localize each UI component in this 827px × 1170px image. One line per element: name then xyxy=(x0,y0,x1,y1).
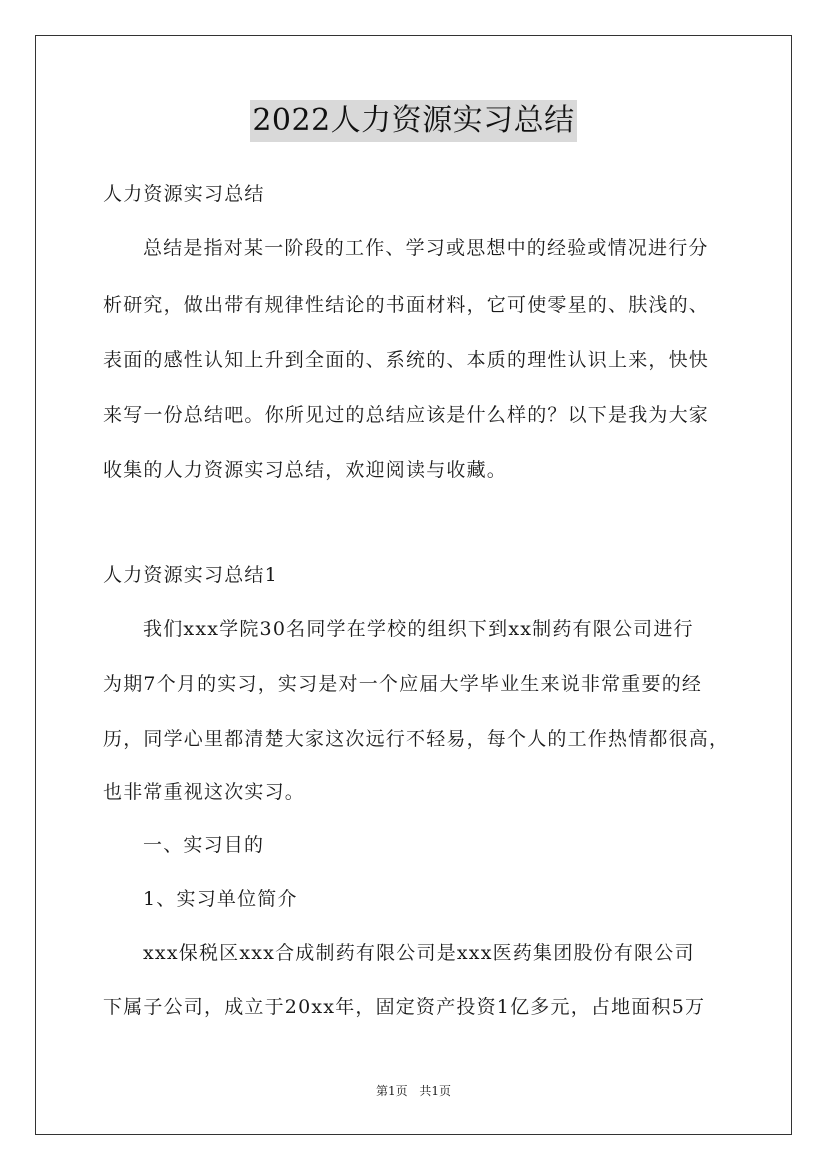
page-number-total: 共1页 xyxy=(419,1084,452,1098)
paragraph-line: 我们xxx学院30名同学在学校的组织下到xx制药有限公司进行 xyxy=(143,618,694,640)
paragraph-line: 下属子公司，成立于20xx年，固定资产投资1亿多元，占地面积5万 xyxy=(103,996,706,1018)
document-title: 2022人力资源实习总结 xyxy=(250,100,576,142)
title-container xyxy=(0,100,827,142)
paragraph-line: 来写一份总结吧。你所见过的总结应该是什么样的？以下是我为大家 xyxy=(103,404,710,426)
paragraph-line: 析研究，做出带有规律性结论的书面材料，它可使零星的、肤浅的、 xyxy=(103,294,710,316)
section-heading: 人力资源实习总结1 xyxy=(103,564,278,586)
paragraph-line: 收集的人力资源实习总结，欢迎阅读与收藏。 xyxy=(103,459,508,481)
page-number-current: 第1页 xyxy=(375,1084,408,1098)
paragraph-line: 历，同学心里都清楚大家这次远行不轻易，每个人的工作热情都很高， xyxy=(103,728,730,750)
page-footer xyxy=(0,1083,827,1099)
paragraph-line: 总结是指对某一阶段的工作、学习或思想中的经验或情况进行分 xyxy=(143,237,709,259)
subheading-line: 1、实习单位简介 xyxy=(143,888,298,910)
paragraph-line: 为期7个月的实习，实习是对一个应届大学毕业生来说非常重要的经 xyxy=(103,673,703,695)
subheading-line: 一、实习目的 xyxy=(143,834,265,856)
section-heading: 人力资源实习总结 xyxy=(103,183,265,205)
paragraph-line: 表面的感性认知上升到全面的、系统的、本质的理性认识上来，快快 xyxy=(103,349,710,371)
paragraph-line: xxx保税区xxx合成制药有限公司是xxx医药集团股份有限公司 xyxy=(143,942,695,964)
paragraph-line: 也非常重视这次实习。 xyxy=(103,781,306,803)
